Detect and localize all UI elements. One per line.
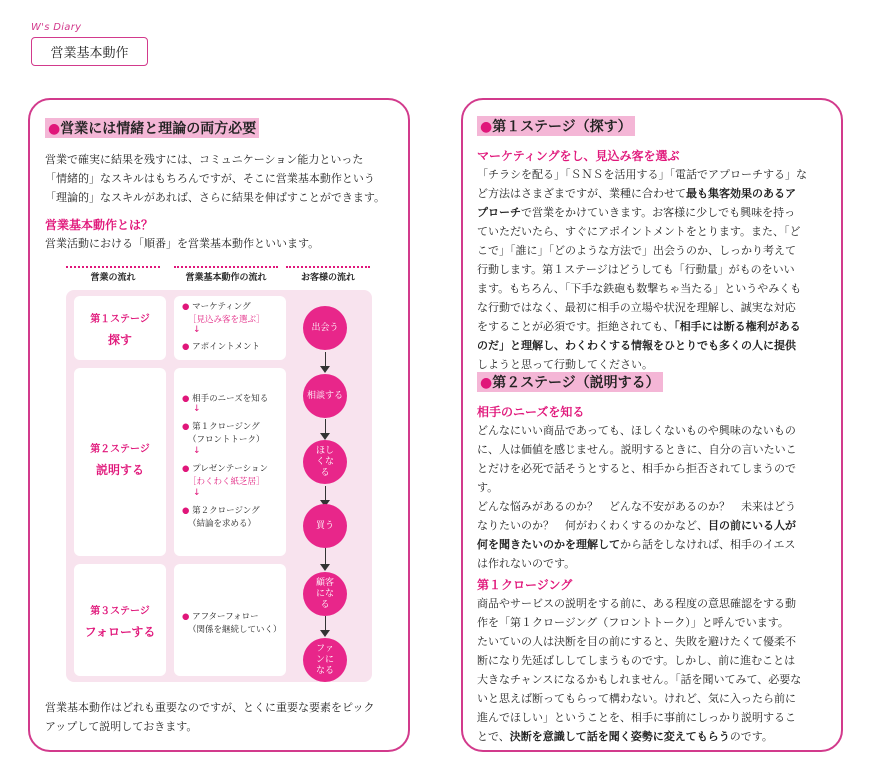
down-arrow-icon: ↓ [193, 446, 201, 456]
stage-number: 第２ステージ [90, 444, 150, 455]
divider [286, 266, 370, 268]
action-item: ● 第２クロージング [182, 506, 260, 516]
arrow-head-icon [320, 630, 330, 637]
arrow-head-icon [320, 564, 330, 571]
page-title: 営業基本動作 [31, 37, 148, 66]
stage-name: フォローする [84, 625, 156, 639]
divider [66, 266, 160, 268]
stage2-subheading: 相手のニーズを知る [477, 405, 585, 419]
action-note: ［わくわく紙芝居］ [188, 477, 265, 487]
closing-subheading: 第１クロージング [477, 578, 573, 592]
down-arrow-icon: ↓ [193, 488, 201, 498]
action-item: ● マーケティング [182, 302, 251, 312]
customer-step: 買う [303, 504, 347, 548]
down-arrow-icon: ↓ [193, 404, 201, 414]
customer-step: ほしくなる [303, 440, 347, 484]
customer-step: ファンになる [303, 638, 347, 682]
connector-line [325, 546, 326, 566]
action-item: ● アポイントメント [182, 342, 261, 352]
left-heading: ●営業には情緒と理論の両方必要 [45, 118, 259, 138]
action-note: （関係を継続していく） [188, 625, 282, 635]
stage-name: 説明する [95, 463, 144, 477]
customer-step: 相談する [303, 374, 347, 418]
stage-number: 第３ステージ [90, 606, 150, 617]
stage2-text: どんなにいい商品であっても、ほしくないものや興味のないもの に、人は価値を感じません。説明するときに、自分の言いたいこ とだけを必死で話そうとすると、相手から拒否されてしまうので す。 どんな悩みがあるのか？ どんな不安があるのか？ 未来はどう なりたいのか？ 何がわくわくするのかなど、目の前にいる人が 何を聞きたいのかを理解してから話をしなければ、相手のイエス は作れないのです。 [477, 424, 797, 570]
stage-card-3 [74, 564, 166, 676]
stage-card-1 [74, 296, 166, 360]
action-note: （結論を求める） [188, 519, 257, 529]
col-header-customer: お客様の流れ [300, 273, 355, 283]
stage-name: 探す [107, 333, 132, 347]
brand-label: W's Diary [31, 22, 82, 33]
col-header-sales: 営業の流れ [90, 273, 136, 283]
left-intro: 営業で確実に結果を残すには、コミュニケーション能力といった 「情緒的」なスキルはもちろんですが、そこに営業基本動作という 「理論的」なスキルがあれば、さらに結果を伸ばすことができます。 [45, 153, 386, 204]
stage2-heading: ●第２ステージ（説明する） [477, 372, 663, 392]
divider [174, 266, 278, 268]
down-arrow-icon: ↓ [193, 325, 201, 335]
arrow-head-icon [320, 433, 330, 440]
closing-text: 商品やサービスの説明をする前に、ある程度の意思確認をする動 作を「第１クロージング（フロントトーク）」と呼んでいます。 たいていの人は決断を目の前にすると、失敗を避けたくて優柔不 断になり先延ばししてしまうものです。しかし、前に進むことは 大きなチャンスになるかもしれません。「話を聞いてみて、必要な いと思えば断ってもらって構わない。けれど、気に入ったら前に 進んでほしい」ということを、相手に事前にしっかり説明するこ とで、決断を意識して話を聞く姿勢に変えてもらうのです。 [477, 597, 802, 743]
left-subtext: 営業活動における「順番」を営業基本動作といいます。 [45, 237, 320, 250]
left-footer: 営業基本動作はどれも重要なのですが、とくに重要な要素をピック アップして説明しておきます。 [45, 701, 375, 733]
arrow-head-icon [320, 366, 330, 373]
action-item: ● 第１クロージング [182, 422, 260, 432]
customer-step: 顧客になる [303, 572, 347, 616]
stage1-heading: ●第１ステージ（探す） [477, 116, 635, 136]
stage1-text: 「チラシを配る」「ＳＮＳを活用する」「電話でアプローチする」な ど方法はさまざまですが、業種に合わせて最も集客効果のあるア プローチで営業をかけていきます。お客様に少しでも興味を持っ ていただいたら、すぐにアポイントメントをとります。また、「ど こで」「誰に」「どのような方法で」出会うのか、しっかり考えて 行動します。第１ステージはどうしても「行動量」がものをいい ます。もちろん、「下手な鉄砲も数撃ちゃ当たる」というやみくも な行動ではなく、最初に相手の立場や状況を理解し、誠実な対応 をすることが必須です。拒絶されても、「相手には断る権利がある のだ」と理解し、わくわくする情報をひとりでも多くの人に提供 しようと思って行動してください。 [477, 168, 807, 371]
action-note: ［見込み客を選ぶ］ [188, 315, 265, 325]
action-item: ● プレゼンテーション [182, 464, 268, 474]
customer-step: 出会う [303, 306, 347, 350]
stage-card-2 [74, 368, 166, 556]
action-item: ● 相手のニーズを知る [182, 394, 269, 404]
stage-number: 第１ステージ [90, 314, 150, 325]
col-header-actions: 営業基本動作の流れ [185, 273, 267, 283]
action-item: ● アフターフォロー [182, 612, 259, 622]
action-note: （フロントトーク） [188, 435, 265, 445]
stage1-subheading: マーケティングをし、見込み客を選ぶ [477, 149, 680, 163]
left-subheading: 営業基本動作とは？ [45, 218, 154, 232]
